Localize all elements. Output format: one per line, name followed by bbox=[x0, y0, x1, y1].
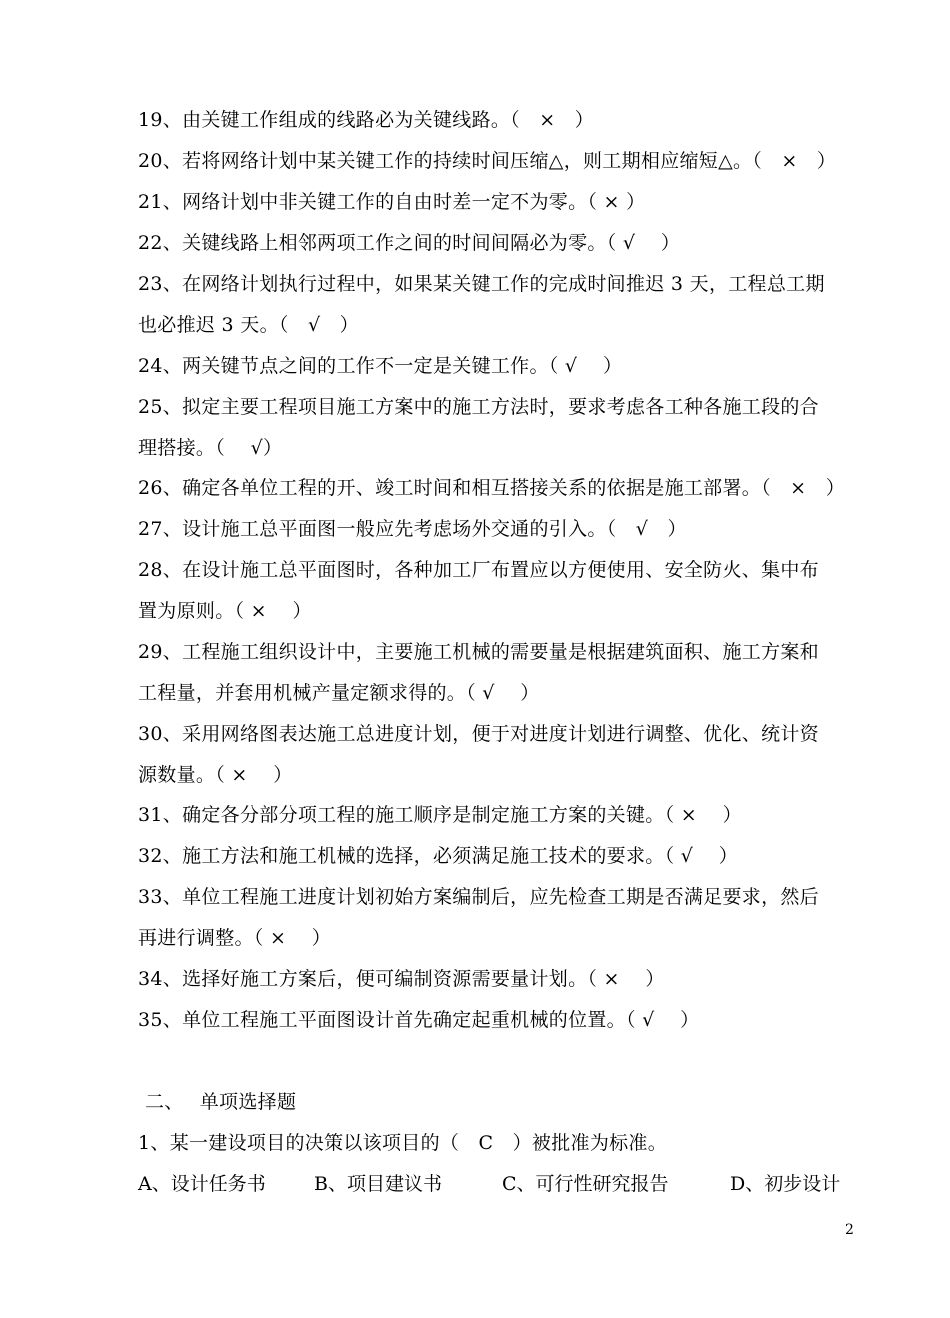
choice-question-1: 1、某一建设项目的决策以该项目的（ C ）被批准为标准。 bbox=[138, 1132, 668, 1154]
question-22: 22、关键线路上相邻两项工作之间的时间间隔必为零。（ √ ） bbox=[138, 232, 681, 254]
question-25-line-2: 理搭接。（ √） bbox=[138, 437, 283, 459]
question-21: 21、网络计划中非关键工作的自由时差一定不为零。（ × ） bbox=[138, 191, 646, 213]
question-29-line-2: 工程量，并套用机械产量定额求得的。（ √ ） bbox=[138, 682, 540, 704]
question-23-line-1: 23、在网络计划执行过程中，如果某关键工作的完成时间推迟 3 天，工程总工期 bbox=[138, 273, 825, 295]
question-29-line-1: 29、工程施工组织设计中，主要施工机械的需要量是根据建筑面积、施工方案和 bbox=[138, 641, 819, 663]
question-24: 24、两关键节点之间的工作不一定是关键工作。（ √ ） bbox=[138, 355, 623, 377]
question-28-line-1: 28、在设计施工总平面图时，各种加工厂布置应以方便使用、安全防火、集中布 bbox=[138, 559, 819, 581]
option-a: A、设计任务书 bbox=[138, 1173, 266, 1195]
page-number: 2 bbox=[845, 1222, 854, 1238]
question-30-line-1: 30、采用网络图表达施工总进度计划，便于对进度计划进行调整、优化、统计资 bbox=[138, 723, 819, 745]
option-d: D、初步设计 bbox=[730, 1173, 841, 1195]
question-32: 32、施工方法和施工机械的选择，必须满足施工技术的要求。（ √ ） bbox=[138, 845, 739, 867]
question-25-line-1: 25、拟定主要工程项目施工方案中的施工方法时，要求考虑各工种各施工段的合 bbox=[138, 396, 819, 418]
question-33-line-2: 再进行调整。（ × ） bbox=[138, 927, 332, 949]
question-33-line-1: 33、单位工程施工进度计划初始方案编制后，应先检查工期是否满足要求，然后 bbox=[138, 886, 819, 908]
question-23-line-2: 也必推迟 3 天。（ √ ） bbox=[138, 314, 359, 336]
option-b: B、项目建议书 bbox=[314, 1173, 442, 1195]
section-title-single-choice: 二、 单项选择题 bbox=[145, 1091, 297, 1113]
question-31: 31、确定各分部分项工程的施工顺序是制定施工方案的关键。（ × ） bbox=[138, 804, 742, 826]
choice-options bbox=[138, 1172, 858, 1316]
question-28-line-2: 置为原则。（ × ） bbox=[138, 600, 312, 622]
question-35: 35、单位工程施工平面图设计首先确定起重机械的位置。（ √ ） bbox=[138, 1009, 700, 1031]
question-30-line-2: 源数量。（ × ） bbox=[138, 764, 293, 786]
question-27: 27、设计施工总平面图一般应先考虑场外交通的引入。（ √ ） bbox=[138, 518, 687, 540]
question-26: 26、确定各单位工程的开、竣工时间和相互搭接关系的依据是施工部署。（ × ） bbox=[138, 477, 845, 499]
question-20: 20、若将网络计划中某关键工作的持续时间压缩△，则工期相应缩短△。（ × ） bbox=[138, 150, 837, 172]
question-34: 34、选择好施工方案后，便可编制资源需要量计划。（ × ） bbox=[138, 968, 665, 990]
question-19: 19、由关键工作组成的线路必为关键线路。（ × ） bbox=[138, 109, 595, 131]
option-c: C、可行性研究报告 bbox=[502, 1173, 669, 1195]
